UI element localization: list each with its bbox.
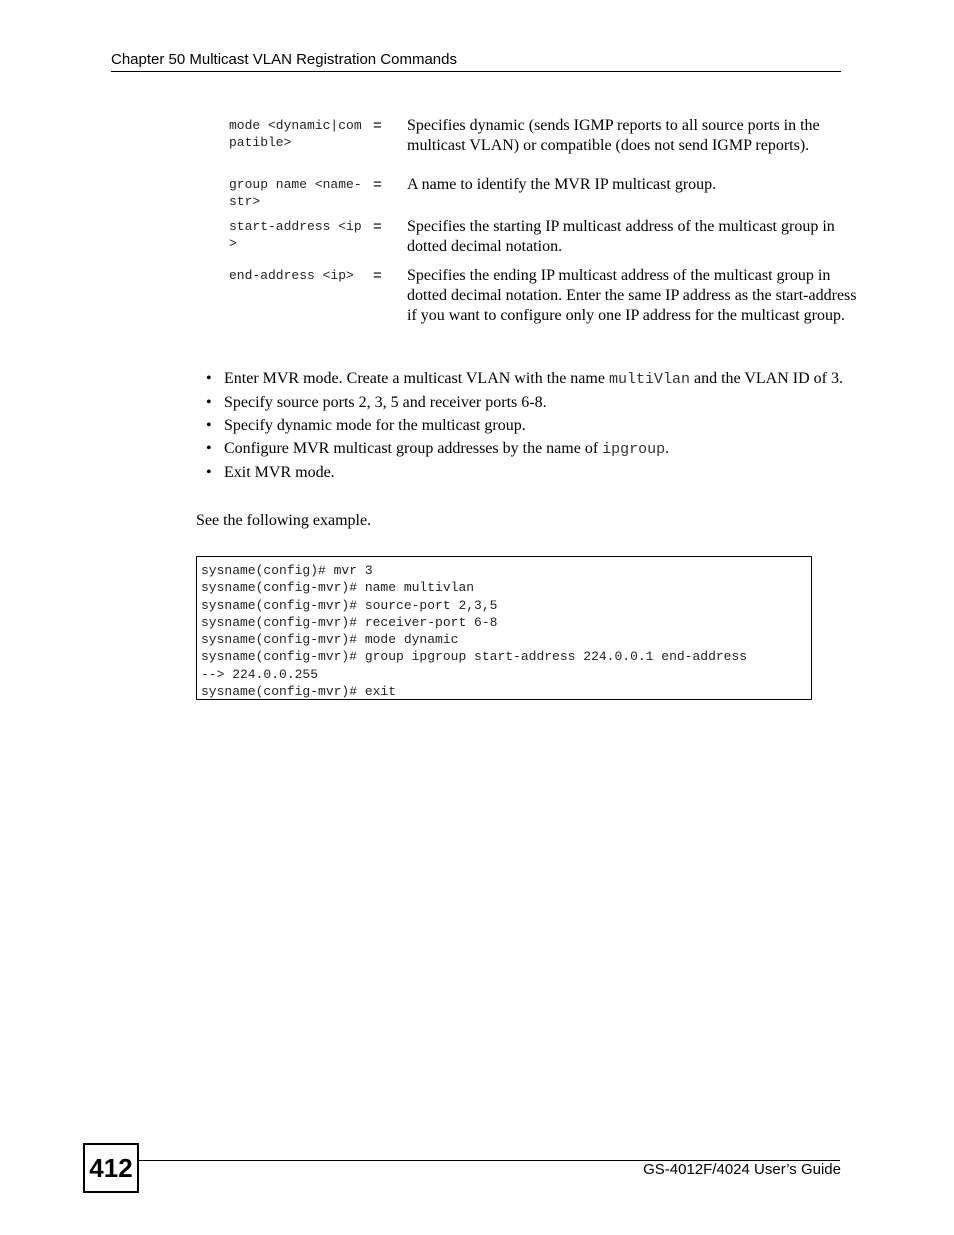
list-item (206, 393, 846, 413)
code-line: sysname(config-mvr)# name multivlan (201, 580, 475, 596)
param-row-end-address (229, 266, 869, 326)
list-text: Exit MVR mode. (224, 464, 335, 481)
param-equals: = (373, 218, 382, 235)
bullet-icon: • (206, 464, 212, 481)
code-line: sysname(config-mvr)# source-port 2,3,5 (201, 597, 498, 613)
parameter-table (229, 116, 869, 326)
list-text: Configure MVR multicast group addresses by the name of (224, 440, 603, 457)
code-line: sysname(config-mvr)# group ipgroup start-address 224.0.0.1 end-address (201, 649, 748, 665)
example-intro: See the following example. (196, 512, 372, 529)
list-item (206, 463, 846, 483)
list-item (206, 439, 846, 460)
param-name: group name <name-str> (229, 177, 362, 209)
list-text: Enter MVR mode. Create a multicast VLAN with the name (224, 370, 609, 387)
inline-code: multiVlan (608, 371, 690, 388)
page-number: 412 (83, 1143, 139, 1193)
header-rule (111, 71, 841, 72)
list-item (206, 369, 846, 390)
bullet-icon: • (206, 394, 212, 411)
code-line: sysname(config-mvr)# exit (201, 684, 397, 700)
list-text: . (665, 440, 670, 457)
code-line: --> 224.0.0.255 (201, 666, 319, 682)
list-text: Specify dynamic mode for the multicast group. (224, 417, 526, 434)
param-equals: = (373, 117, 382, 134)
param-row-mode (229, 116, 869, 156)
code-example-box (196, 556, 812, 700)
step-list (206, 369, 846, 486)
param-name: end-address <ip> (229, 268, 354, 283)
param-description: Specifies the starting IP multicast address of the multicast group in dotted decimal notation. (407, 218, 835, 255)
param-name: mode <dynamic|compatible> (229, 118, 362, 150)
chapter-header: Chapter 50 Multicast VLAN Registration Commands (111, 51, 457, 68)
param-equals: = (373, 176, 382, 193)
inline-code: ipgroup (602, 441, 666, 458)
code-line: sysname(config-mvr)# receiver-port 6-8 (201, 614, 498, 630)
code-line: sysname(config-mvr)# mode dynamic (201, 632, 459, 648)
param-equals: = (373, 267, 382, 284)
bullet-icon: • (206, 417, 212, 434)
param-description: Specifies dynamic (sends IGMP reports to all source ports in the multicast VLAN) or compatible (does not send IGMP reports). (407, 117, 820, 154)
list-text: and the VLAN ID of 3. (689, 370, 843, 387)
guide-title: GS-4012F/4024 User’s Guide (643, 1161, 841, 1178)
list-text: Specify source ports 2, 3, 5 and receiver ports 6-8. (224, 394, 547, 411)
param-name: start-address <ip> (229, 219, 362, 251)
list-item (206, 416, 846, 436)
code-line: sysname(config)# mvr 3 (201, 563, 373, 578)
bullet-icon: • (206, 440, 212, 457)
param-description: A name to identify the MVR IP multicast group. (407, 176, 717, 193)
param-description: Specifies the ending IP multicast address of the multicast group in dotted decimal notation. Enter the same IP address as the start-address if you want to configure only one IP address for the multicast group. (407, 267, 857, 324)
bullet-icon: • (206, 370, 212, 387)
param-row-group-name (229, 175, 869, 209)
param-row-start-address (229, 217, 869, 257)
